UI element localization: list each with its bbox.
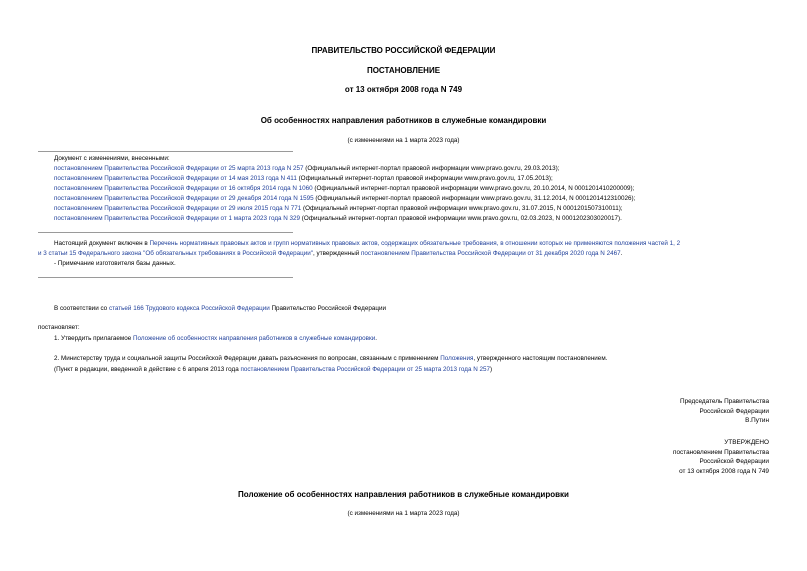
divider <box>38 232 293 233</box>
approval-by: постановлением Правительства <box>673 448 769 456</box>
divider <box>38 277 293 278</box>
signature-block <box>680 397 769 426</box>
amendment-link[interactable]: постановлением Правительства Российской Федерации от 25 марта 2013 года N 257 <box>54 165 304 172</box>
signature-country: Российской Федерации <box>699 407 769 415</box>
approval-country: Российской Федерации <box>699 458 769 466</box>
requirements-list-link[interactable]: Перечень нормативных правовых актов и групп нормативных правовых актов, содержащих обязательные требования, в отношении которых не применяются положения частей 1, 2 <box>149 240 681 247</box>
decree-2467-link[interactable]: постановлением Правительства Российской Федерации от 31 декабря 2020 года N 2467 <box>361 250 621 257</box>
item-2-note: (Пункт в редакции, введенной в действие с 6 апреля 2013 года постановлением Правительства Российской Федерации от 25 марта 2013 года N 257) <box>54 366 493 373</box>
signature-position: Председатель Правительства <box>680 398 769 405</box>
amendment-item: постановлением Правительства Российской Федерации от 16 октября 2014 года N 1060 (Официальный интернет-портал правовой информации www.pravo.gov.ru, 20.10.2014, N 0001201410200009); <box>54 185 635 192</box>
item-1: 1. Утвердить прилагаемое Положение об особенностях направления работников в служебные командировки. <box>54 335 377 342</box>
labor-code-link[interactable]: статьей 166 Трудового кодекса Российской Федерации <box>108 305 270 312</box>
note-footnote: - Примечание изготовителя базы данных. <box>54 260 176 267</box>
note-line-1: Настоящий документ включен в Перечень нормативных правовых актов и групп нормативных правовых актов, содержащих обязательные требования, в отношении которых не применяются положения частей 1, 2 <box>54 240 681 247</box>
amendment-link[interactable]: постановлением Правительства Российской Федерации от 29 декабря 2014 года N 1595 <box>54 195 314 202</box>
approval-date: от 13 октября 2008 года N 749 <box>679 467 769 475</box>
amendment-item: постановлением Правительства Российской Федерации от 29 декабря 2014 года N 1595 (Официальный интернет-портал правовой информации www.pravo.gov.ru, 31.12.2014, N 0001201412310026); <box>54 195 636 202</box>
regulation-revision: (с изменениями на 1 марта 2023 года) <box>347 510 460 517</box>
regulation-title: Положение об особенностях направления работников в служебные командировки <box>238 490 569 499</box>
regulation-ref-link[interactable]: Положения <box>440 355 474 362</box>
note-line-2: и 3 статьи 15 Федерального закона "Об обязательных требованиях в Российской Федерации", утвержденный постановлением Правительства Российской Федерации от 31 декабря 2020 года N 2467. <box>38 250 623 257</box>
doc-date-number: от 13 октября 2008 года N 749 <box>344 85 463 94</box>
amendment-item: постановлением Правительства Российской Федерации от 29 июля 2015 года N 771 (Официальный интернет-портал правовой информации www.pravo.gov.ru, 31.07.2015, N 0001201507310011); <box>54 205 623 212</box>
doc-revision: (с изменениями на 1 марта 2023 года) <box>347 137 460 144</box>
decree-257-link[interactable]: постановлением Правительства Российской Федерации от 25 марта 2013 года N 257 <box>240 366 491 373</box>
federal-law-link[interactable]: и 3 статьи 15 Федерального закона "Об обязательных требованиях в Российской Федерации" <box>38 250 314 257</box>
amendment-item: постановлением Правительства Российской Федерации от 14 мая 2013 года N 411 (Официальный интернет-портал правовой информации www.pravo.gov.ru, 17.05.2013); <box>54 175 553 182</box>
divider <box>38 151 293 152</box>
amendment-link[interactable]: постановлением Правительства Российской Федерации от 29 июля 2015 года N 771 <box>54 205 302 212</box>
approval-heading: УТВЕРЖДЕНО <box>724 439 769 446</box>
amendment-link[interactable]: постановлением Правительства Российской Федерации от 14 мая 2013 года N 411 <box>54 175 297 182</box>
approval-block <box>673 438 769 476</box>
amendment-link[interactable]: постановлением Правительства Российской Федерации от 16 октября 2014 года N 1060 <box>54 185 313 192</box>
doc-type: ПОСТАНОВЛЕНИЕ <box>366 66 441 75</box>
amendments-intro: Документ с изменениями, внесенными: <box>54 155 170 162</box>
org-name: ПРАВИТЕЛЬСТВО РОССИЙСКОЙ ФЕДЕРАЦИИ <box>311 46 496 55</box>
amendment-link[interactable]: постановлением Правительства Российской Федерации от 1 марта 2023 года N 329 <box>54 215 301 222</box>
resolves-text: постановляет: <box>38 324 80 331</box>
amendment-item: постановлением Правительства Российской Федерации от 1 марта 2023 года N 329 (Официальный интернет-портал правовой информации www.pravo.gov.ru, 02.03.2023, N 0001202303020017). <box>54 215 622 222</box>
regulation-link[interactable]: Положение об особенностях направления работников в служебные командировки <box>132 335 376 342</box>
basis-paragraph: В соответствии со статьей 166 Трудового кодекса Российской Федерации Правительство Российской Федерации <box>54 305 386 312</box>
item-2: 2. Министерству труда и социальной защиты Российской Федерации давать разъяснения по вопросам, связанным с применением Положения, утвержденного настоящим постановлением. <box>54 355 608 362</box>
doc-title: Об особенностях направления работников в служебные командировки <box>260 116 547 125</box>
signature-name: В.Путин <box>745 417 769 425</box>
amendment-item: постановлением Правительства Российской Федерации от 25 марта 2013 года N 257 (Официальный интернет-портал правовой информации www.pravo.gov.ru, 29.03.2013); <box>54 165 560 172</box>
